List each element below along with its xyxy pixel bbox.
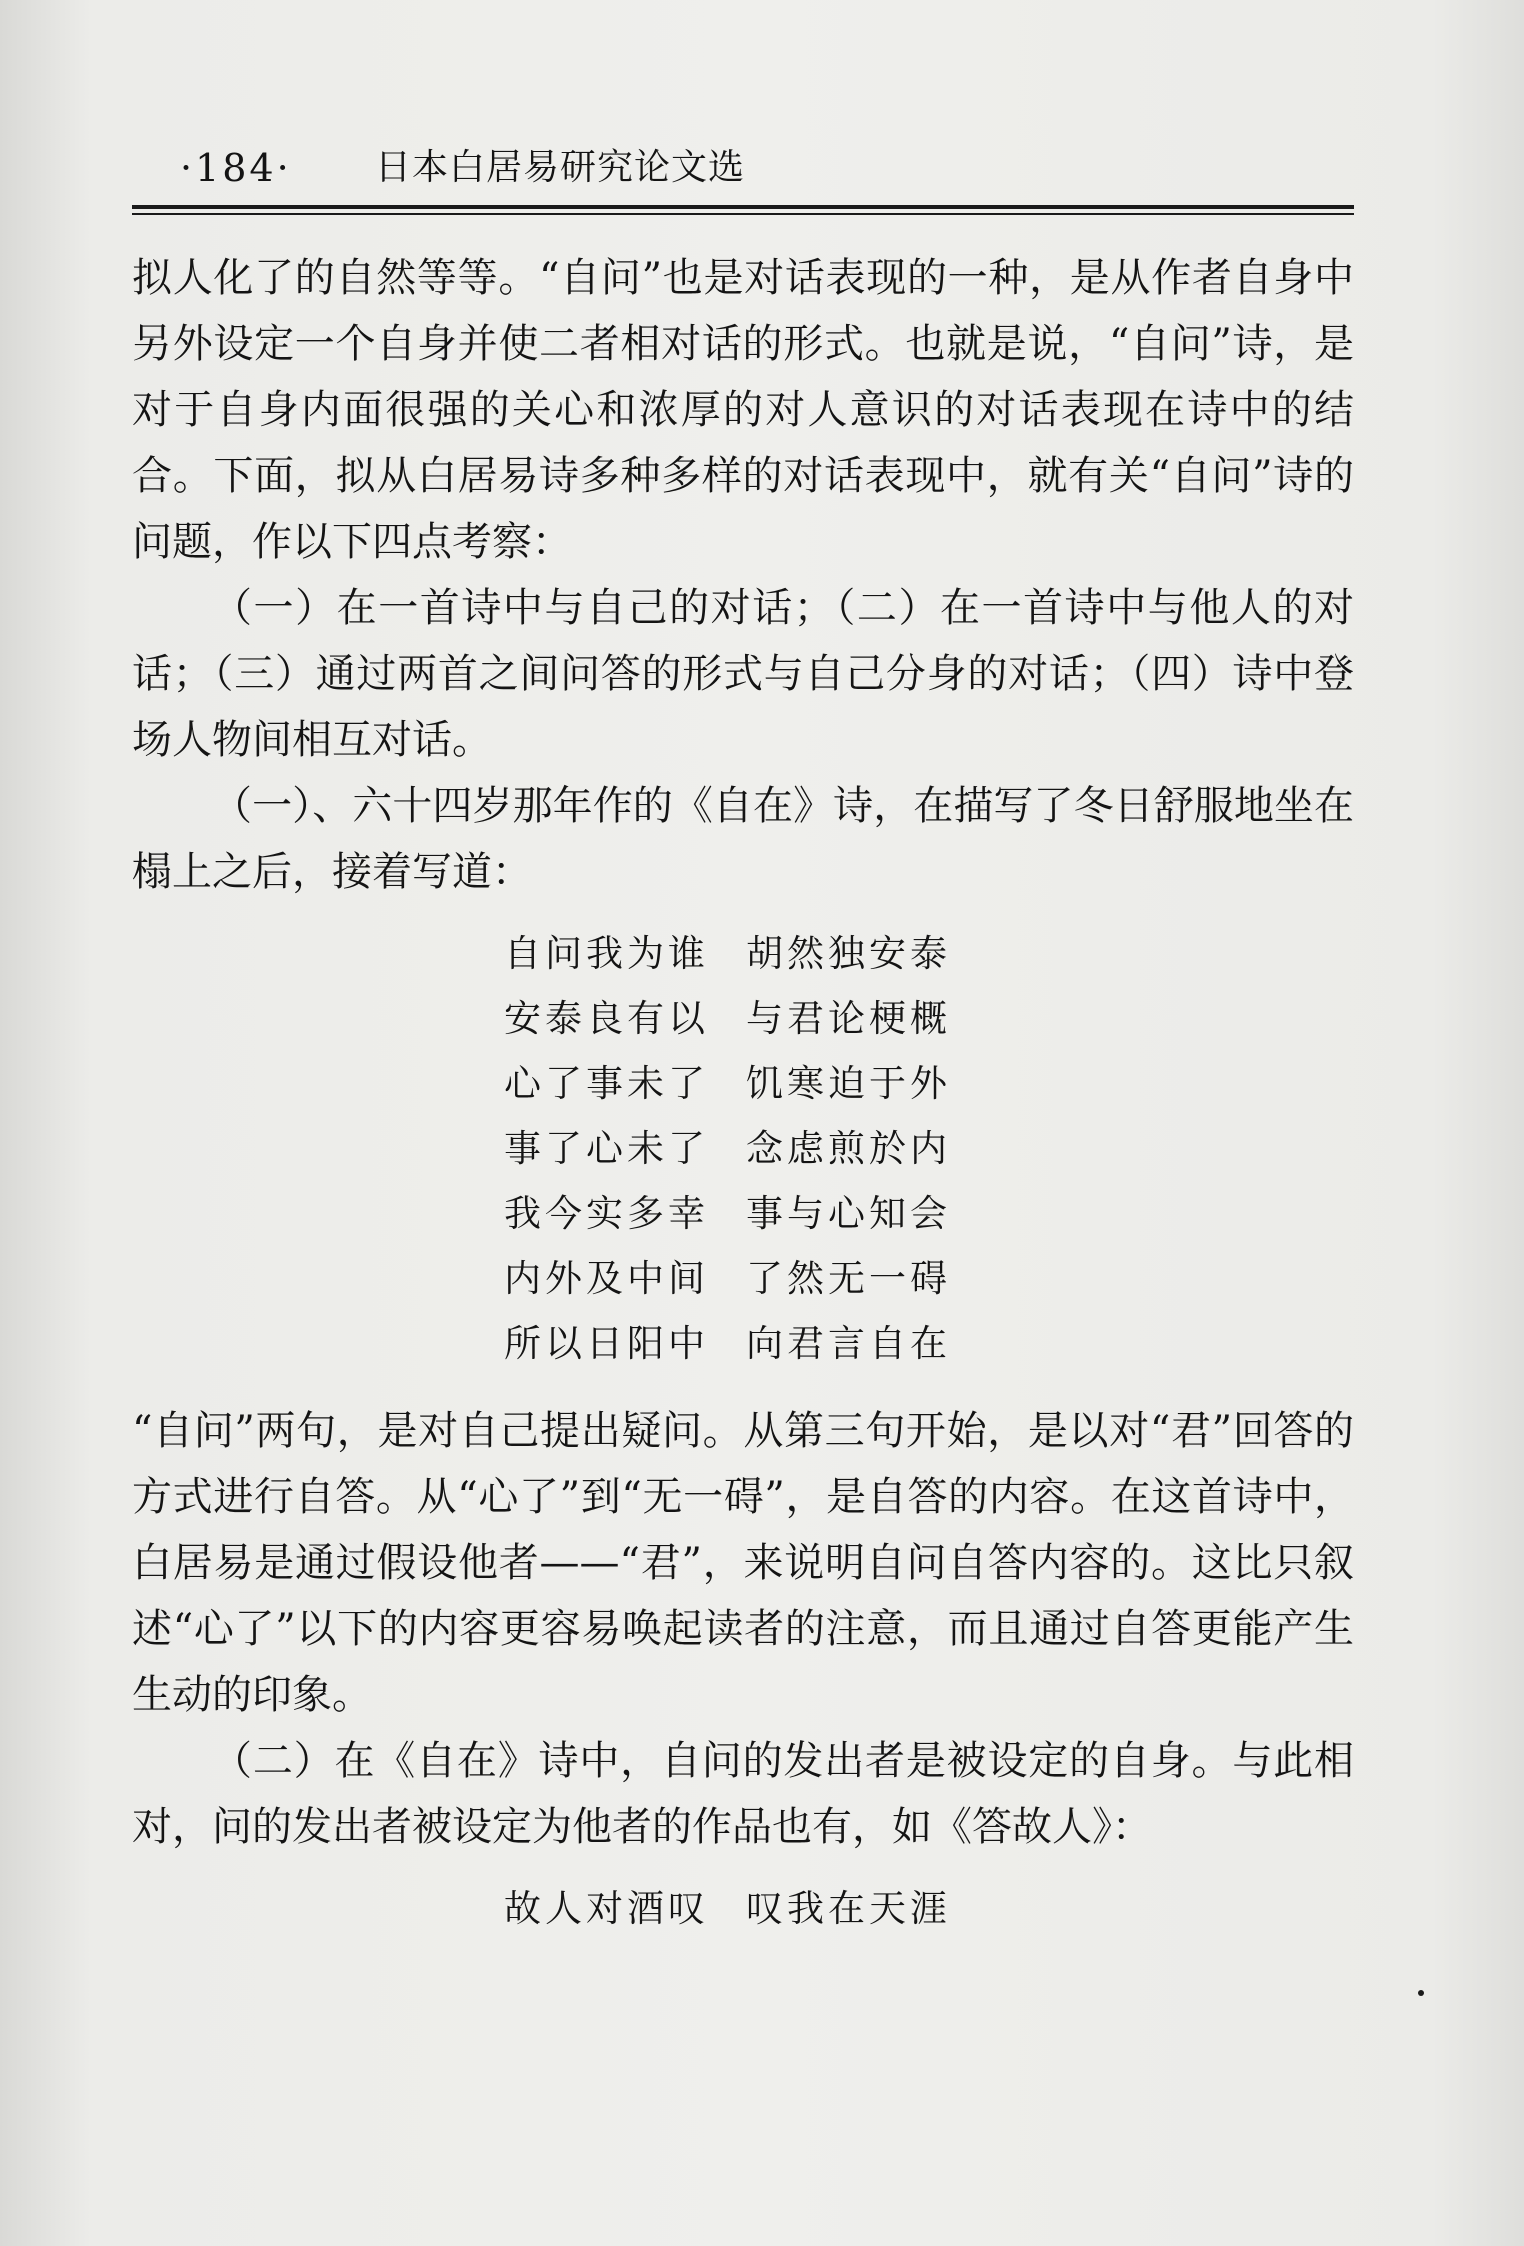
poem-line (504, 921, 1354, 986)
poem-line-second-half: 叹我在天涯 (746, 1887, 951, 1930)
poem-line-first-half: 所以日阳中 (504, 1322, 709, 1365)
poem-line (504, 1181, 1354, 1246)
poem-line-second-half: 念虑煎於内 (746, 1127, 951, 1170)
poem-line-second-half: 了然无一碍 (746, 1257, 951, 1300)
paragraph-3: （一）、六十四岁那年作的《自在》诗，在描写了冬日舒服地坐在榻上之后，接着写道： (132, 783, 1354, 895)
paragraph-4: “自问”两句，是对自己提出疑问。从第三句开始，是以对“君”回答的方式进行自答。从“心了”到“无一碍”，是自答的内容。在这首诗中，白居易是通过假设他者——“君”，来说明自问自答内容的。这比只叙述“心了”以下的内容更容易唤起读者的注意，而且通过自答更能产生生动的印象。 (132, 1408, 1354, 1718)
paragraph-5: （二）在《自在》诗中，自问的发出者是被设定的自身。与此相对，问的发出者被设定为他者的作品也有，如《答故人》： (132, 1738, 1354, 1850)
poem-line-first-half: 内外及中间 (504, 1257, 709, 1300)
poem-line (504, 1051, 1354, 1116)
poem-da-guren (132, 1876, 1354, 1941)
ink-dot (1418, 1990, 1424, 1996)
poem-line-second-half: 饥寒迫于外 (746, 1062, 951, 1105)
poem-line-first-half: 自问我为谁 (504, 932, 709, 975)
poem-line-first-half: 我今实多幸 (504, 1192, 709, 1235)
poem-line-second-half: 向君言自在 (746, 1322, 951, 1365)
running-header (180, 138, 1350, 198)
page-number: ·184· (180, 146, 292, 190)
poem-line-second-half: 事与心知会 (746, 1192, 951, 1235)
paragraph-2: （一）在一首诗中与自己的对话；（二）在一首诗中与他人的对话；（三）通过两首之间问答的形式与自己分身的对话；（四）诗中登场人物间相互对话。 (132, 585, 1354, 763)
poem-line (504, 1246, 1354, 1311)
poem-line-first-half: 安泰良有以 (504, 997, 709, 1040)
poem-line-first-half: 事了心未了 (504, 1127, 709, 1170)
header-rule-thick (132, 205, 1354, 209)
running-title: 日本白居易研究论文选 (375, 147, 746, 188)
poem-line (504, 986, 1354, 1051)
poem-line-first-half: 故人对酒叹 (504, 1887, 709, 1930)
poem-line-first-half: 心了事未了 (504, 1062, 709, 1105)
poem-line (504, 1116, 1354, 1181)
poem-line-second-half: 胡然独安泰 (746, 932, 951, 975)
poem-zizai (132, 921, 1354, 1376)
paragraph-1: 拟人化了的自然等等。“自问”也是对话表现的一种，是从作者自身中另外设定一个自身并使二者相对话的形式。也就是说，“自问”诗，是对于自身内面很强的关心和浓厚的对人意识的对话表现在诗中的结合。下面，拟从白居易诗多种多样的对话表现中，就有关“自问”诗的问题，作以下四点考察： (132, 255, 1354, 565)
header-rule-thin (132, 213, 1354, 215)
body-text (132, 245, 1354, 1963)
poem-line (504, 1876, 1354, 1941)
poem-line (504, 1311, 1354, 1376)
poem-line-second-half: 与君论梗概 (746, 997, 951, 1040)
